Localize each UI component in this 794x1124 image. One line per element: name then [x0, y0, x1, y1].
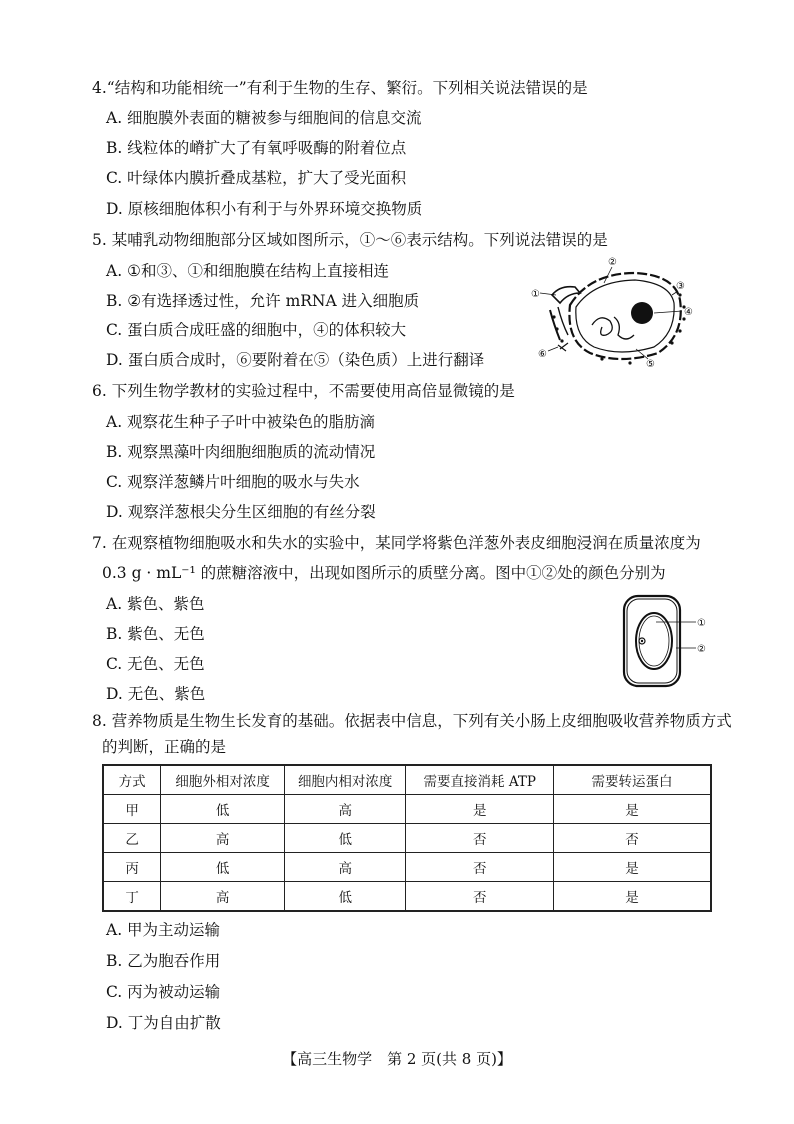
- table-cell: 是: [554, 853, 711, 882]
- q7-option-c: C. 无色、无色: [106, 655, 205, 673]
- table-header: 需要直接消耗 ATP: [406, 765, 554, 795]
- table-cell: 高: [284, 795, 406, 824]
- q5-option-a: A. ①和③、①和细胞膜在结构上直接相连: [106, 262, 389, 280]
- q5-label-5: ⑤: [646, 359, 655, 370]
- table-row: [103, 824, 711, 853]
- q5-label-6: ⑥: [538, 349, 547, 360]
- q6-option-d: D. 观察洋葱根尖分生区细胞的有丝分裂: [106, 503, 376, 521]
- q6-stem: 6. 下列生物学教材的实验过程中，不需要使用高倍显微镜的是: [92, 382, 515, 400]
- q4-option-a: A. 细胞膜外表面的糖被参与细胞间的信息交流: [106, 109, 422, 127]
- q6-option-c: C. 观察洋葱鳞片叶细胞的吸水与失水: [106, 473, 360, 491]
- q7-label-2: ②: [697, 644, 706, 655]
- table-header: 细胞外相对浓度: [161, 765, 285, 795]
- table-header: 细胞内相对浓度: [284, 765, 406, 795]
- q5-label-3: ③: [676, 281, 685, 292]
- table-cell: 低: [161, 795, 285, 824]
- table-cell: 甲: [103, 795, 161, 824]
- q4-stem: 4.“结构和功能相统一”有利于生物的生存、繁衍。下列相关说法错误的是: [92, 79, 588, 97]
- q8-option-c: C. 丙为被动运输: [106, 983, 221, 1001]
- q5-option-d: D. 蛋白质合成时，⑥要附着在⑤（染色质）上进行翻译: [106, 351, 485, 369]
- q4-option-c: C. 叶绿体内膜折叠成基粒，扩大了受光面积: [106, 169, 407, 187]
- q8-stem-line2: 的判断，正确的是: [102, 738, 227, 756]
- table-header: 方式: [103, 765, 161, 795]
- table-cell: 丙: [103, 853, 161, 882]
- table-row: [103, 882, 711, 912]
- q7-option-a: A. 紫色、紫色: [106, 595, 205, 613]
- table-cell: 低: [161, 853, 285, 882]
- q7-stem-line2: 0.3 g · mL⁻¹ 的蔗糖溶液中，出现如图所示的质壁分离。图中①②处的颜色分别为: [102, 564, 666, 582]
- q8-option-b: B. 乙为胞吞作用: [106, 952, 221, 970]
- q5-option-c: C. 蛋白质合成旺盛的细胞中，④的体积较大: [106, 321, 407, 339]
- q5-option-b: B. ②有选择透过性，允许 mRNA 进入细胞质: [106, 292, 420, 310]
- table-cell: 否: [406, 824, 554, 853]
- table-cell: 丁: [103, 882, 161, 912]
- table-cell: 否: [406, 882, 554, 912]
- q4-option-d: D. 原核细胞体积小有利于与外界环境交换物质: [106, 200, 423, 218]
- q5-label-1: ①: [531, 289, 540, 300]
- q7-label-1: ①: [697, 618, 706, 629]
- q6-option-a: A. 观察花生种子子叶中被染色的脂肪滴: [106, 413, 376, 431]
- table-cell: 高: [161, 824, 285, 853]
- q7-plasmolysis-diagram: [622, 594, 712, 690]
- q7-option-b: B. 紫色、无色: [106, 625, 205, 643]
- table-cell: 是: [554, 795, 711, 824]
- table-cell: 高: [284, 853, 406, 882]
- table-cell: 低: [284, 824, 406, 853]
- q5-label-4: ④: [684, 307, 693, 318]
- table-cell: 乙: [103, 824, 161, 853]
- table-row: [103, 853, 711, 882]
- table-header-row: [103, 765, 711, 795]
- table-header: 需要转运蛋白: [554, 765, 711, 795]
- table-cell: 高: [161, 882, 285, 912]
- table-row: [103, 795, 711, 824]
- q8-stem-line1: 8. 营养物质是生物生长发育的基础。依据表中信息，下列有关小肠上皮细胞吸收营养物质方式: [92, 712, 732, 730]
- table-cell: 是: [406, 795, 554, 824]
- q8-option-d: D. 丁为自由扩散: [106, 1014, 221, 1032]
- table-cell: 是: [554, 882, 711, 912]
- q4-option-b: B. 线粒体的嵴扩大了有氧呼吸酶的附着位点: [106, 139, 407, 157]
- q5-label-2: ②: [608, 257, 617, 268]
- q7-stem-line1: 7. 在观察植物细胞吸水和失水的实验中，某同学将紫色洋葱外表皮细胞浸润在质量浓度为: [92, 534, 701, 552]
- page-footer: 【高三生物学 第 2 页(共 8 页)】: [282, 1050, 512, 1068]
- table-cell: 否: [406, 853, 554, 882]
- q6-option-b: B. 观察黑藻叶肉细胞细胞质的流动情况: [106, 443, 376, 461]
- table-cell: 否: [554, 824, 711, 853]
- q5-cell-diagram: [530, 255, 710, 375]
- q8-option-a: A. 甲为主动运输: [106, 921, 221, 939]
- q5-stem: 5. 某哺乳动物细胞部分区域如图所示，①～⑥表示结构。下列说法错误的是: [92, 231, 608, 249]
- q7-option-d: D. 无色、紫色: [106, 685, 206, 703]
- q8-table: [102, 764, 712, 912]
- table-cell: 低: [284, 882, 406, 912]
